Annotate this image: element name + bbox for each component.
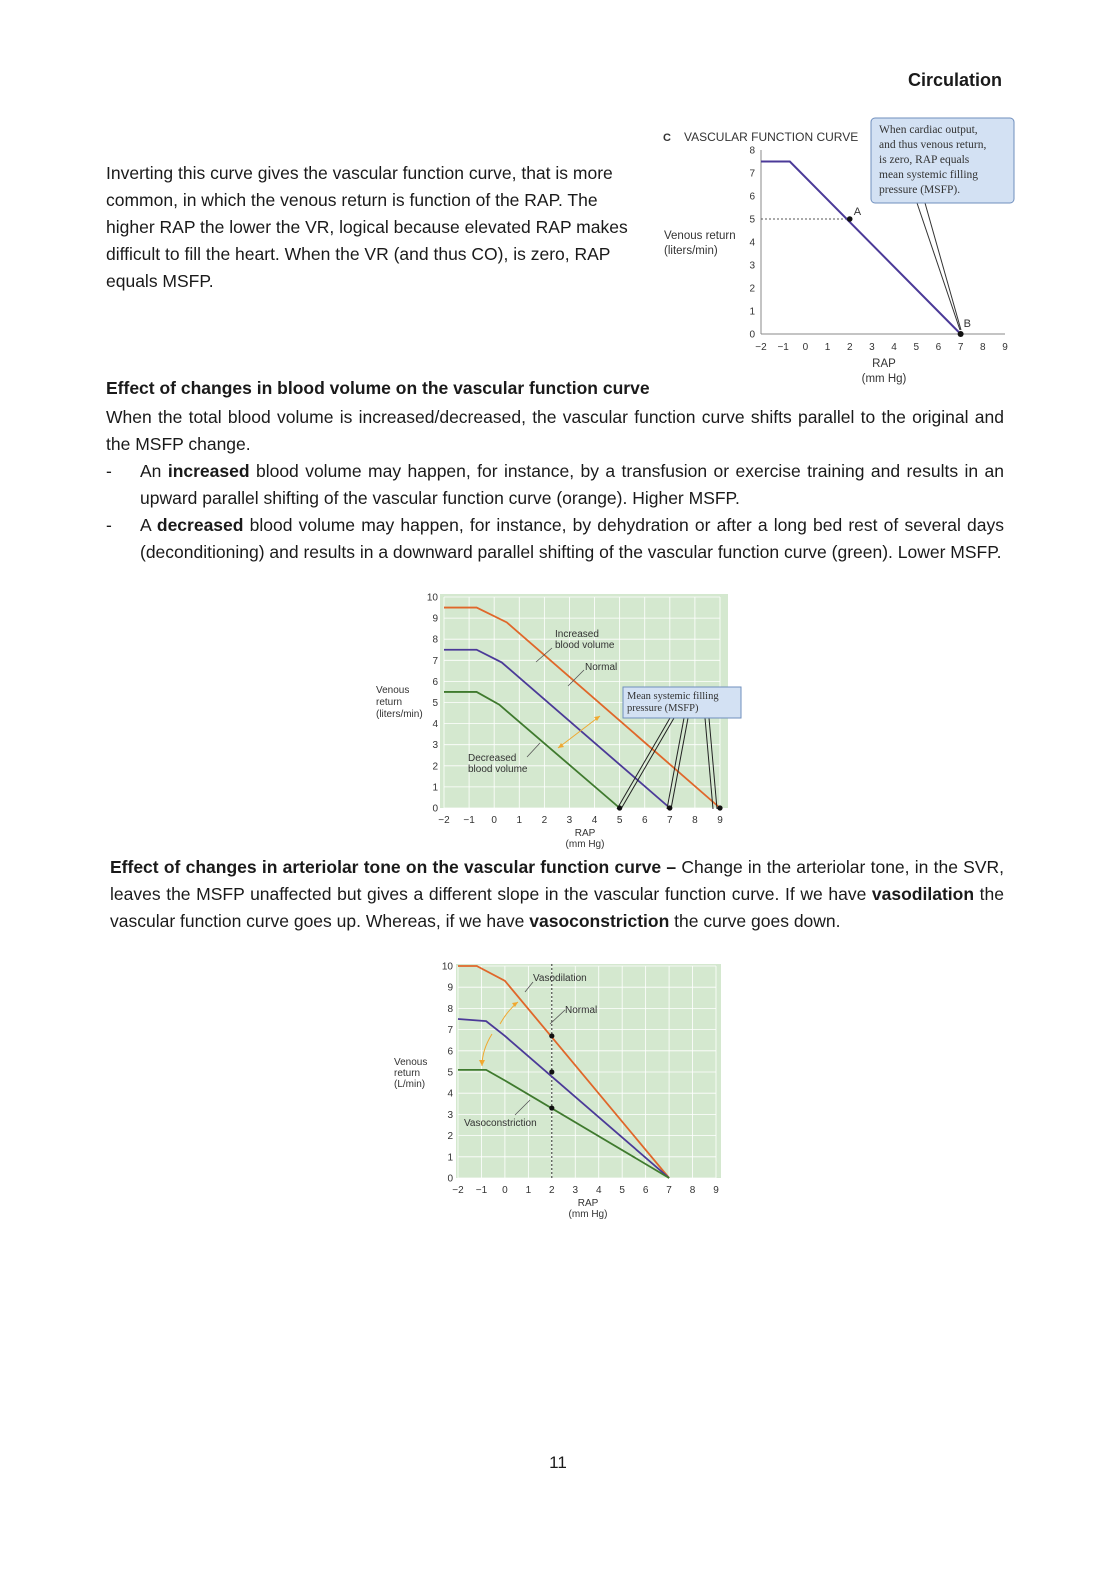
chart2-x-tick-label: 0: [491, 815, 497, 826]
chart2-y-tick-label: 6: [432, 676, 438, 688]
chart1-x-tick-label: 8: [980, 342, 986, 353]
chart1-callout-line5: pressure (MSFP).: [879, 184, 961, 196]
chart1-x-tick-label: 4: [891, 342, 897, 353]
blood-volume-bullets: [106, 458, 1004, 566]
chart3-y-tick-label: 1: [447, 1152, 453, 1164]
chart3-y-tick-label: 3: [447, 1109, 453, 1121]
chart1-y-tick-label: 6: [749, 191, 755, 203]
chart3-y-ticks: [442, 962, 454, 1185]
chart1-callout-pointer-2: [925, 203, 961, 330]
chart1-x-tick-label: 2: [846, 342, 853, 353]
chart1-xlabel-line1: RAP: [872, 358, 896, 370]
chart1-y-tick-label: 4: [749, 237, 755, 249]
chart2-y-tick-label: 0: [432, 803, 438, 815]
chart2-x-tick-label: 8: [692, 815, 698, 826]
chart3-x-tick-label: 4: [595, 1185, 602, 1196]
chart3-x-tick-label: −2: [452, 1185, 464, 1196]
chart2-label-normal: Normal: [585, 662, 618, 673]
chart1-title: VASCULAR FUNCTION CURVE: [684, 130, 859, 144]
chart3-y-tick-label: 2: [447, 1131, 453, 1143]
chart2-xlabel-line2: (mm Hg): [565, 839, 605, 850]
chart1-callout-line2: and thus venous return,: [879, 139, 987, 151]
chart2-label-increased-1: Increased: [555, 629, 599, 640]
chart2-y-tick-label: 8: [432, 634, 438, 646]
intro-paragraph: Inverting this curve gives the vascular function curve, that is more common, in which the venous return is function of the RAP. The higher RAP the lower the VR, logical because elevated RAP makes difficult to fill the heart. When the VR (and thus CO), is zero, RAP equals MSFP.: [106, 163, 628, 291]
bullet-dash: -: [106, 461, 112, 481]
chart3-x-tick-label: 1: [525, 1185, 532, 1196]
chart1-x-tick-label: 3: [869, 342, 875, 353]
chart2-y-ticks: [427, 593, 439, 815]
chart2-callout-line2: pressure (MSFP): [627, 703, 699, 714]
chart3-y-tick-label: 5: [447, 1067, 453, 1079]
chart2-callout-line1: Mean systemic filling: [627, 691, 719, 702]
chart2-ylabel-line1: Venous: [376, 685, 410, 696]
chart3-ylabel-line2: return: [394, 1068, 421, 1079]
chart3-x-ticks: [452, 1185, 719, 1196]
chart1-x-tick-label: 7: [957, 342, 964, 353]
chart2-label-decreased-1: Decreased: [468, 753, 517, 764]
chart3-x-tick-label: −1: [475, 1185, 488, 1196]
chart1-x-tick-label: 9: [1002, 342, 1008, 353]
chart3-x-tick-label: 8: [689, 1185, 696, 1196]
chart2-y-tick-label: 4: [432, 719, 438, 731]
bullet-increased: - An increased blood volume may happen, for instance, by a transfusion or exercise training and results in an upward parallel shifting of the vascular function curve (orange). Higher MSFP.: [106, 458, 1004, 512]
chart2-x-tick-label: 4: [591, 815, 598, 826]
arteriolar-tone-chart: [390, 958, 726, 1224]
bullet-decreased: - A decreased blood volume may happen, for instance, by dehydration or after a long bed rest of several days (deconditioning) and results in a downward parallel shifting of the vascular function curve (green). Lower MSFP.: [106, 512, 1004, 566]
chart1-y-ticks: [749, 146, 755, 341]
chart3-x-tick-label: 6: [642, 1185, 649, 1196]
chart2-ylabel-line3: (liters/min): [376, 709, 423, 720]
chart3-marker-point: [549, 1069, 554, 1074]
chart2-x-tick-label: 5: [616, 815, 623, 826]
bullet-dash: -: [106, 515, 112, 535]
chart2-ylabel-line2: return: [376, 697, 403, 708]
chart2-x-tick-label: 3: [566, 815, 573, 826]
chart1-y-tick-label: 0: [749, 329, 755, 341]
blood-volume-paragraph: When the total blood volume is increased/decreased, the vascular function curve shifts parallel to the original and the MSFP change.: [106, 407, 1004, 454]
chart1-x-tick-label: 6: [935, 342, 942, 353]
chart2-msfp-point: [717, 805, 722, 810]
chart2-x-tick-label: 1: [516, 815, 523, 826]
page-number: 11: [549, 1453, 567, 1472]
chart2-xlabel-line1: RAP: [574, 828, 596, 839]
chart2-x-tick-label: 7: [667, 815, 673, 826]
chart3-y-tick-label: 8: [447, 1003, 453, 1015]
chart3-y-tick-label: 9: [447, 982, 453, 994]
chart1-panel-label: C: [663, 132, 671, 144]
chart1-y-tick-label: 2: [749, 283, 755, 295]
chart2-y-tick-label: 7: [432, 655, 438, 667]
chart1-point-a: [847, 216, 853, 222]
chart1-y-tick-label: 8: [749, 145, 755, 157]
blood-volume-chart: [372, 588, 744, 850]
chart3-y-tick-label: 6: [447, 1046, 453, 1058]
chart1-x-tick-label: 0: [802, 342, 809, 353]
chart1-callout-line3: is zero, RAP equals: [879, 154, 970, 166]
blood-volume-heading: Effect of changes in blood volume on the vascular function curve: [106, 378, 650, 398]
chart2-y-tick-label: 1: [432, 782, 438, 794]
chart3-y-tick-label: 7: [447, 1025, 453, 1037]
chart2-label-decreased-2: blood volume: [468, 764, 528, 775]
chart1-y-tick-label: 1: [749, 306, 755, 318]
chart1-ylabel-line2: (liters/min): [664, 245, 718, 257]
chart1-point-a-label: A: [853, 206, 862, 218]
chart1-x-tick-label: 5: [913, 342, 920, 353]
chart3-y-tick-label: 4: [447, 1088, 453, 1100]
chart3-xlabel-line2: (mm Hg): [568, 1209, 608, 1220]
chart3-x-tick-label: 2: [549, 1185, 555, 1196]
chart1-point-b-label: B: [963, 318, 971, 330]
chart1-y-tick-label: 3: [749, 260, 755, 272]
page-header-title: Circulation: [907, 70, 1002, 90]
chart3-x-tick-label: 5: [619, 1185, 625, 1196]
chart3-ylabel-line3: (L/min): [394, 1079, 426, 1090]
chart3-marker-point: [549, 1033, 554, 1038]
chart2-x-tick-label: 2: [541, 815, 548, 826]
chart2-x-tick-label: −1: [463, 815, 475, 826]
chart3-xlabel-line1: RAP: [577, 1198, 599, 1209]
chart2-y-tick-label: 3: [432, 740, 438, 752]
chart3-marker-point: [549, 1105, 554, 1110]
chart2-msfp-point: [617, 805, 622, 810]
chart2-x-tick-label: 6: [641, 815, 648, 826]
chart3-y-tick-label: 0: [447, 1173, 453, 1185]
chart3-plot-bg: [456, 964, 721, 1178]
chart1-x-ticks: [755, 342, 1008, 353]
chart1-xlabel-line2: (mm Hg): [861, 373, 907, 385]
chart2-label-increased-2: blood volume: [555, 640, 615, 651]
chart1-callout-line1: When cardiac output,: [879, 124, 978, 136]
chart3-label-normal: Normal: [565, 1005, 598, 1016]
chart2-msfp-point: [667, 805, 672, 810]
chart1-y-tick-label: 5: [749, 214, 755, 226]
chart2-x-ticks: [438, 815, 723, 826]
chart2-y-tick-label: 2: [432, 761, 438, 773]
chart2-x-tick-label: −2: [438, 815, 450, 826]
vascular-function-chart: [655, 112, 1025, 392]
chart3-x-tick-label: 9: [713, 1185, 719, 1196]
chart1-x-tick-label: −2: [755, 342, 767, 353]
chart1-y-tick-label: 7: [749, 168, 755, 180]
chart2-x-tick-label: 9: [717, 815, 723, 826]
chart3-label-vasodilation: Vasodilation: [533, 973, 587, 984]
arteriolar-tone-paragraph: Effect of changes in arteriolar tone on the vascular function curve – Change in the arteriolar tone, in the SVR, leaves the MSFP unaffected but gives a different slope in the vascular function curve. If we have vasodilation the vascular function curve goes up. Whereas, if we have vasoconstriction the curve goes down.: [110, 857, 1005, 931]
chart3-x-tick-label: 0: [502, 1185, 508, 1196]
chart3-x-tick-label: 7: [666, 1185, 672, 1196]
chart1-x-tick-label: 1: [824, 342, 831, 353]
chart3-label-vasoconstriction: Vasoconstriction: [464, 1118, 537, 1129]
chart2-y-tick-label: 10: [426, 592, 438, 604]
chart2-y-tick-label: 9: [432, 613, 438, 625]
chart3-y-tick-label: 10: [441, 961, 453, 973]
chart1-point-b: [958, 331, 964, 337]
chart3-x-tick-label: 3: [572, 1185, 579, 1196]
chart3-ylabel-line1: Venous: [394, 1057, 428, 1068]
chart2-y-tick-label: 5: [432, 698, 438, 709]
chart1-callout-line4: mean systemic filling: [879, 169, 979, 181]
chart1-x-tick-label: −1: [777, 342, 789, 353]
chart1-ylabel-line1: Venous return: [664, 230, 736, 242]
